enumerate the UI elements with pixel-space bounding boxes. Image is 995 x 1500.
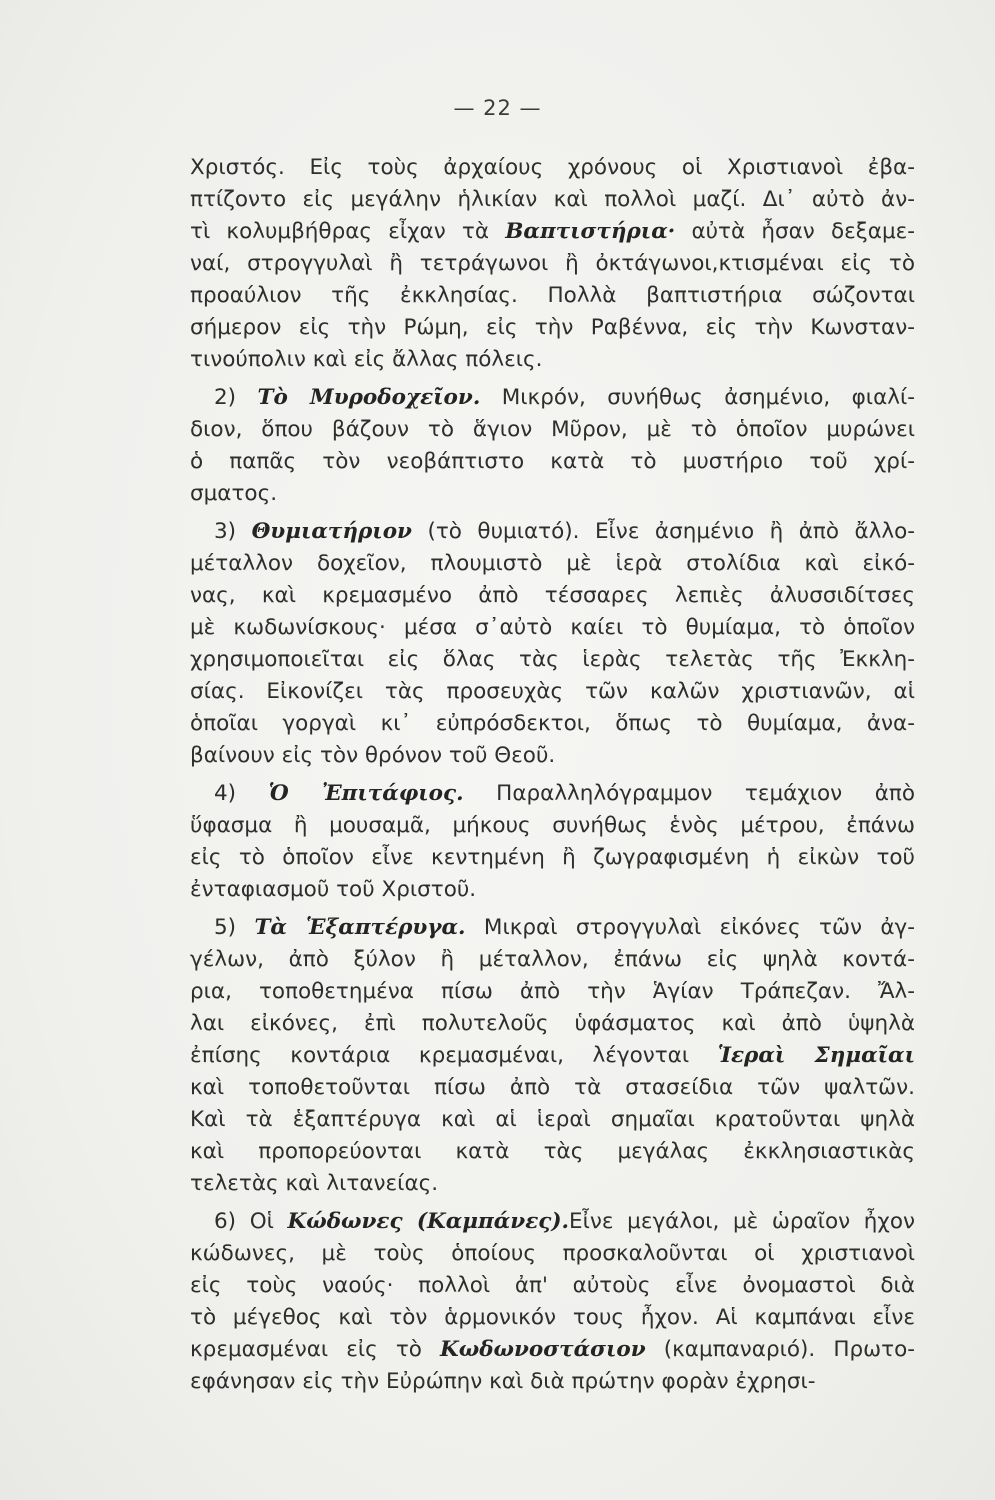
paragraph (190, 912, 915, 1200)
text-segment: 6) Οἱ (214, 1209, 288, 1234)
bold-term: Ὁ Ἐπιτάφιος. (268, 781, 464, 806)
bold-term: Τὰ Ἑξαπτέρυγα. (254, 915, 466, 940)
text-segment: 3) (214, 519, 252, 544)
text-segment: Χριστός. Εἰς τοὺς ἀρχαίους χρόνους οἱ Χριστιανοὶ ἐβα- (190, 155, 915, 180)
text-segment: Καὶ τὰ ἑξαπτέρυγα καὶ αἱ ἱεραὶ σημαῖαι κρατοῦνται ψηλὰ (190, 1107, 915, 1132)
text-line (190, 708, 915, 740)
text-line (190, 1072, 915, 1104)
text-line (190, 1008, 915, 1040)
text-segment: μέταλλον δοχεῖον, πλουμιστὸ μὲ ἱερὰ στολίδια καὶ εἰκό- (190, 551, 915, 576)
text-segment: προαύλιον τῆς ἐκκλησίας. Πολλὰ βαπτιστήρια σώζονται (190, 283, 915, 308)
text-segment: καὶ τοποθετοῦνται πίσω ἀπὸ τὰ στασείδια τῶν ψαλτῶν. (190, 1075, 915, 1100)
text-segment: Μικραὶ στρογγυλαὶ εἰκόνες τῶν ἀγ- (465, 915, 915, 940)
text-line (190, 446, 915, 478)
paragraph (190, 1206, 915, 1398)
text-segment: λαι εἰκόνες, ἐπὶ πολυτελοῦς ὑφάσματος καὶ ἀπὸ ὑψηλὰ (190, 1011, 915, 1036)
text-line (190, 1168, 915, 1200)
text-segment: σίας. Εἰκονίζει τὰς προσευχὰς τῶν καλῶν χριστιανῶν, αἱ (190, 679, 915, 704)
text-segment: ὁ παπᾶς τὸν νεοβάπτιστο κατὰ τὸ μυστήριο τοῦ χρί- (190, 449, 915, 474)
text-line (190, 1104, 915, 1136)
text-segment: τὸ μέγεθος καὶ τὸν ἁρμονικόν τους ἦχον. Αἱ καμπάναι εἶνε (190, 1305, 915, 1330)
text-segment: Παραλληλόγραμμον τεμάχιον ἀπὸ (463, 781, 916, 806)
text-segment: αὐτὰ ἦσαν δεξαμε- (675, 219, 915, 244)
text-segment: 2) (214, 385, 258, 410)
page-text (190, 152, 915, 1398)
paragraph (190, 152, 915, 376)
paragraph (190, 382, 915, 510)
bold-term: Τὸ Μυροδοχεῖον. (257, 385, 481, 410)
text-segment: σματος. (190, 481, 278, 506)
text-line (190, 874, 915, 906)
text-segment: ὕφασμα ἢ μουσαμᾶ, μήκους συνήθως ἑνὸς μέτρου, ἐπάνω (190, 813, 915, 838)
text-line (190, 842, 915, 874)
text-segment: εἰς τὸ ὁποῖον εἶνε κεντημένη ἢ ζωγραφισμένη ἡ εἰκὼν τοῦ (190, 845, 915, 870)
text-segment: Εἶνε μεγάλοι, μὲ ὡραῖον ἦχον (569, 1209, 915, 1234)
text-line (190, 312, 915, 344)
text-segment: 5) (214, 915, 255, 940)
text-segment: ρια, τοποθετημένα πίσω ἀπὸ τὴν Ἁγίαν Τράπεζαν. Ἄλ- (190, 979, 915, 1004)
text-line (190, 644, 915, 676)
text-line (190, 1302, 915, 1334)
text-segment: τὶ κολυμβήθρας εἶχαν τὰ (190, 219, 506, 244)
text-line (190, 414, 915, 446)
text-segment: κώδωνες, μὲ τοὺς ὁποίους προσκαλοῦνται οἱ χριστιανοὶ (190, 1241, 915, 1266)
text-line (190, 1206, 915, 1238)
text-line (190, 1270, 915, 1302)
bold-term: Κώδωνες (Καμπάνες). (287, 1209, 570, 1234)
text-segment: μὲ κωδωνίσκους· μέσα σ᾽αὐτὸ καίει τὸ θυμίαμα, τὸ ὁποῖον (190, 615, 915, 640)
text-segment: ἐνταφιασμοῦ τοῦ Χριστοῦ. (190, 877, 477, 902)
text-segment: (καμπαναριό). Πρωτο- (645, 1337, 916, 1362)
text-line (190, 740, 915, 772)
text-line (190, 944, 915, 976)
bold-term: Ἱεραὶ Σημαῖαι (717, 1043, 916, 1068)
text-line (190, 1238, 915, 1270)
text-segment: πτίζοντο εἰς μεγάλην ἡλικίαν καὶ πολλοὶ μαζί. Δι᾽ αὐτὸ ἀν- (190, 187, 915, 212)
text-segment: εἰς τοὺς ναούς· πολλοὶ ἀπ' αὐτοὺς εἶνε ὀνομαστοὶ διὰ (190, 1273, 915, 1298)
paragraph (190, 516, 915, 772)
text-line (190, 612, 915, 644)
text-segment: κρεμασμέναι εἰς τὸ (190, 1337, 441, 1362)
text-line (190, 248, 915, 280)
text-line (190, 344, 915, 376)
text-line (190, 280, 915, 312)
bold-term: Βαπτιστήρια· (505, 219, 676, 244)
text-segment: τινούπολιν καὶ εἰς ἄλλας πόλεις. (190, 347, 543, 372)
text-line (190, 516, 915, 548)
text-segment: γέλων, ἀπὸ ξύλον ἢ μέταλλον, ἐπάνω εἰς ψηλὰ κοντά- (190, 947, 915, 972)
text-segment: βαίνουν εἰς τὸν θρόνον τοῦ Θεοῦ. (190, 743, 556, 768)
text-segment: 4) (214, 781, 269, 806)
text-line (190, 382, 915, 414)
page-number: — 22 — (453, 96, 542, 120)
text-line (190, 810, 915, 842)
bold-term: Θυμιατήριον (251, 519, 412, 544)
text-segment: σήμερον εἰς τὴν Ρώμη, εἰς τὴν Ραβέννα, εἰς τὴν Κωνσταν- (190, 315, 915, 340)
text-segment: ἐπίσης κοντάρια κρεμασμέναι, λέγονται (190, 1043, 718, 1068)
text-line (190, 778, 915, 810)
text-line (190, 1040, 915, 1072)
text-line (190, 976, 915, 1008)
text-segment: εφάνησαν εἰς τὴν Εὐρώπην καὶ διὰ πρώτην φορὰν ἐχρησι- (190, 1369, 816, 1394)
text-segment: (τὸ θυμιατό). Εἶνε ἀσημένιο ἢ ἀπὸ ἄλλο- (411, 519, 915, 544)
text-line (190, 1136, 915, 1168)
text-line (190, 676, 915, 708)
text-segment: ὁποῖαι γοργαὶ κι᾽ εὐπρόσδεκτοι, ὅπως τὸ θυμίαμα, ἀνα- (190, 711, 915, 736)
text-segment: νας, καὶ κρεμασμένο ἀπὸ τέσσαρες λεπιὲς ἀλυσσιδίτσες (190, 583, 915, 608)
text-line (190, 912, 915, 944)
text-line (190, 1334, 915, 1366)
text-line (190, 580, 915, 612)
text-line (190, 184, 915, 216)
text-segment: Μικρόν, συνήθως ἀσημένιο, φιαλί- (480, 385, 916, 410)
text-line (190, 152, 915, 184)
text-segment: διον, ὅπου βάζουν τὸ ἅγιον Μῦρον, μὲ τὸ ὁποῖον μυρώνει (190, 417, 915, 442)
text-segment: καὶ προπορεύονται κατὰ τὰς μεγάλας ἐκκλησιαστικὰς (190, 1139, 915, 1164)
text-segment: ναί, στρογγυλαὶ ἢ τετράγωνοι ἢ ὀκτάγωνοι,κτισμέναι εἰς τὸ (190, 251, 915, 276)
bold-term: Κωδωνοστάσιον (440, 1337, 646, 1362)
text-line (190, 216, 915, 248)
text-line (190, 548, 915, 580)
text-line (190, 1366, 915, 1398)
paragraph (190, 778, 915, 906)
text-segment: τελετὰς καὶ λιτανείας. (190, 1171, 439, 1196)
text-line (190, 478, 915, 510)
text-segment: χρησιμοποιεῖται εἰς ὅλας τὰς ἱερὰς τελετὰς τῆς Ἐκκλη- (190, 647, 915, 672)
